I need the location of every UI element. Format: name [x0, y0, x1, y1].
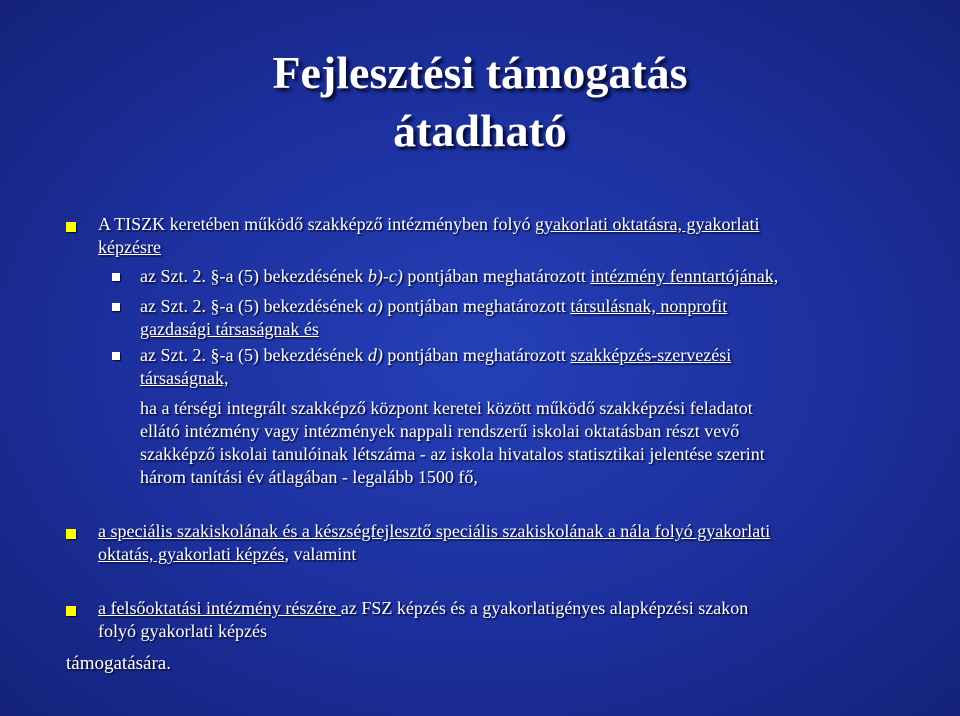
- bullet-square-icon: [66, 606, 76, 616]
- link-oktatas-kepzes[interactable]: oktatás, gyakorlati képzés: [98, 544, 285, 564]
- sub-bullet-square-icon: [112, 273, 120, 281]
- condition-paragraph: ha a térségi integrált szakképző központ keretei között működő szakképzési feladatot ellátó intézmény vagy intézmények nappali rendszerű iskolai oktatásban részt vevő szakképző iskolai tanulóinak létszáma - az iskola hivatalos statisztikai jelentése szerint három tanítási év átlagában - legalább 1500 fő,: [140, 398, 765, 487]
- sub-item-fenntarto: az Szt. 2. §-a (5) bekezdésének b)-c) pontjában meghatározott intézmény fenntartójának,: [140, 266, 779, 286]
- link-szakkepzes-szervezesi[interactable]: szakképzés-szervezési: [570, 345, 732, 365]
- title-line-2: átadható: [393, 105, 567, 156]
- sub-item-szakkepzes-szervezes: az Szt. 2. §-a (5) bekezdésének d) pontjában meghatározott szakképzés-szervezési társaságnak,: [140, 345, 732, 388]
- link-tarsasagnak[interactable]: társaságnak,: [140, 368, 229, 388]
- link-gyakorlati-oktatas[interactable]: gyakorlati oktatásra, gyakorlati: [535, 214, 760, 234]
- slide-title: [0, 44, 960, 160]
- bullet-square-icon: [66, 222, 76, 232]
- link-intezmeny-fenntarto[interactable]: intézmény fenntartójának,: [590, 266, 779, 286]
- link-gazdasagi-tarsasag[interactable]: gazdasági társaságnak és: [140, 319, 319, 339]
- link-tarsulas-nonprofit[interactable]: társulásnak, nonprofit: [570, 296, 728, 316]
- sub-bullet-square-icon: [112, 303, 120, 311]
- closing-text: támogatására.: [66, 653, 171, 674]
- bullet-item-tiszk: A TISZK keretében működő szakképző intézményben folyó gyakorlati oktatásra, gyakorlati képzésre: [98, 214, 760, 257]
- link-felsooktatasi-intezmeny[interactable]: a felsőoktatási intézmény részére: [98, 598, 341, 618]
- link-kepzesre[interactable]: képzésre: [98, 237, 161, 257]
- bullet-item-felsooktatas: a felsőoktatási intézmény részére az FSZ képzés és a gyakorlatigényes alapképzési szakon folyó gyakorlati képzés: [98, 598, 749, 641]
- title-line-1: Fejlesztési támogatás: [272, 47, 688, 98]
- link-specialis-szakiskola[interactable]: a speciális szakiskolának és a készségfejlesztő speciális szakiskolának a nála folyó gyakorlati: [98, 521, 771, 541]
- bullet-item-specialis: a speciális szakiskolának és a készségfejlesztő speciális szakiskolának a nála folyó gyakorlati oktatás, gyakorlati képzés, valamint: [98, 521, 771, 564]
- sub-item-tarsulas: az Szt. 2. §-a (5) bekezdésének a) pontjában meghatározott társulásnak, nonprofit gazdasági társaságnak és: [140, 296, 728, 339]
- bullet-square-icon: [66, 529, 76, 539]
- sub-bullet-square-icon: [112, 352, 120, 360]
